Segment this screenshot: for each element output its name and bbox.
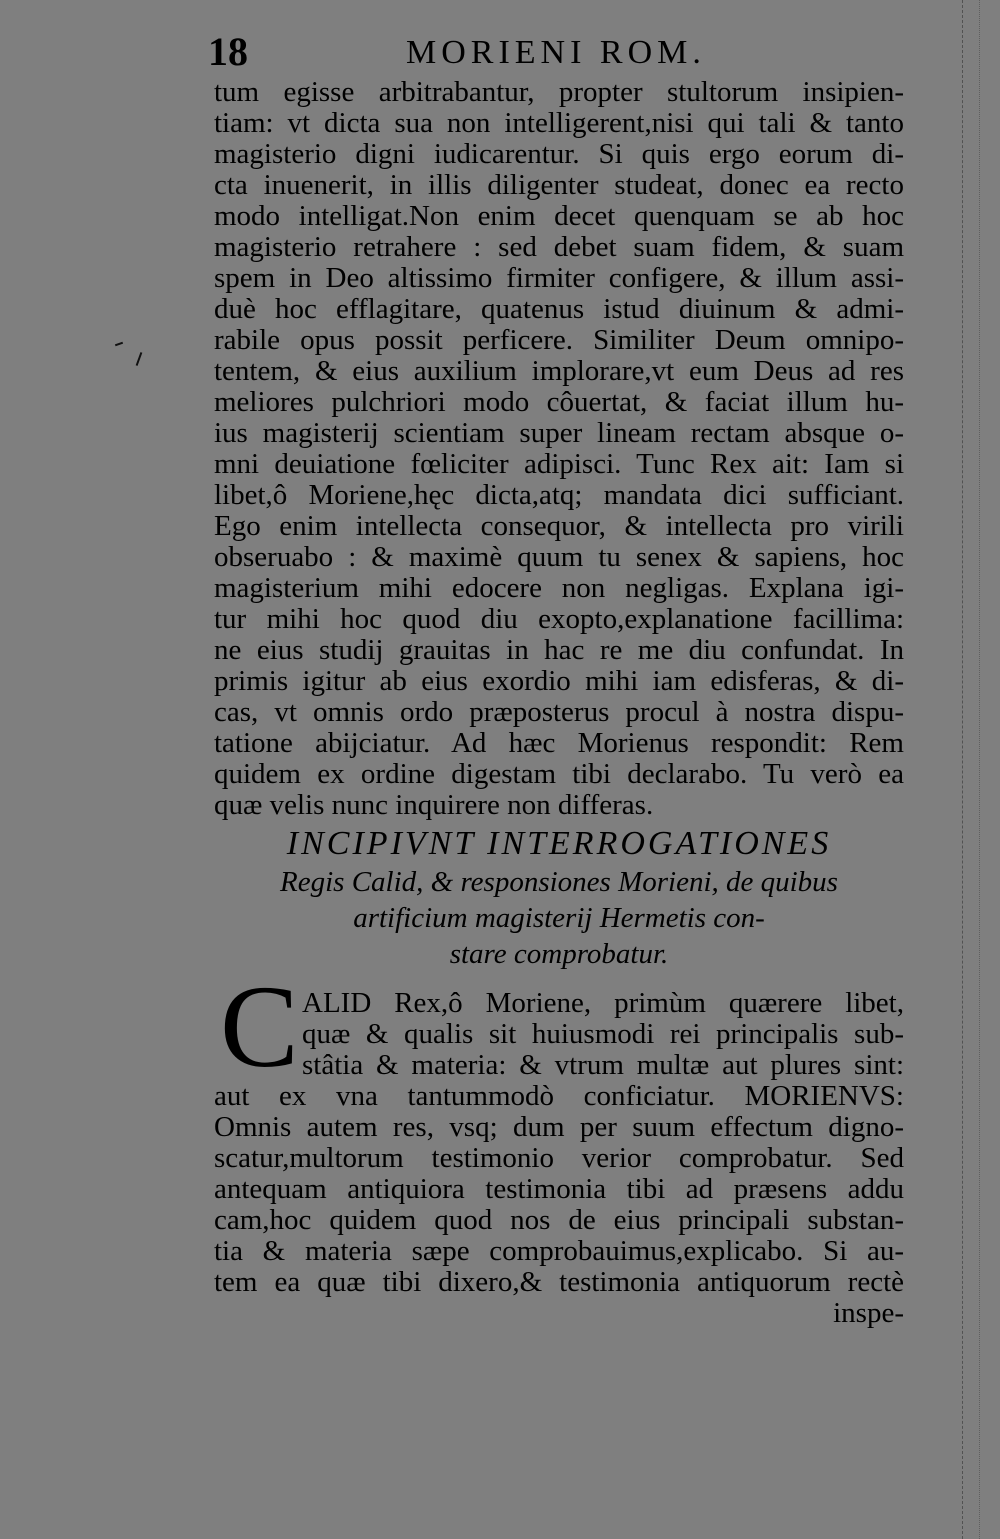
section-heading-line: Regis Calid, & responsiones Morieni, de quibus bbox=[280, 866, 838, 898]
section-heading-line: stare comprobatur. bbox=[449, 938, 669, 970]
running-head: MORIENI ROM. bbox=[406, 34, 706, 71]
margin-ink-mark bbox=[136, 352, 143, 366]
text-line: obseruabo : & maximè quum tu senex & sapiens, hoc bbox=[214, 541, 904, 573]
text-line: Omnis autem res, vsq; dum per suum effectum digno- bbox=[214, 1111, 904, 1143]
section-heading-line: INCIPIVNT INTERROGATIONES bbox=[286, 825, 832, 862]
text-line: mni deuiatione fœliciter adipisci. Tunc Rex ait: Iam si bbox=[214, 448, 904, 480]
text-line: modo intelligat.Non enim decet quenquam se ab hoc bbox=[214, 200, 904, 232]
drop-cap: C bbox=[220, 961, 299, 1092]
text-line: cta inuenerit, in illis diligenter studeat, donec ea recto bbox=[214, 169, 904, 201]
page-header bbox=[208, 28, 888, 78]
margin-ink-mark bbox=[115, 342, 123, 347]
text-line: magisterio retrahere : sed debet suam fidem, & suam bbox=[214, 231, 904, 263]
text-line: quæ & qualis sit huiusmodi rei principalis sub- bbox=[302, 1018, 904, 1050]
text-line: meliores pulchriori modo côuertat, & faciat illum hu- bbox=[214, 386, 904, 418]
text-line: quidem ex ordine digestam tibi declarabo. Tu verò ea bbox=[214, 758, 904, 790]
section-heading-line: artificium magisterij Hermetis con- bbox=[353, 902, 765, 934]
text-line: aut ex vna tantummodò conficiatur. MORIENVS: bbox=[214, 1080, 904, 1112]
text-line: primis igitur ab eius exordio mihi iam edisferas, & di- bbox=[214, 665, 904, 697]
page-number: 18 bbox=[208, 29, 248, 74]
text-line: ius magisterij scientiam super lineam rectam absque o- bbox=[214, 417, 904, 449]
text-line: Ego enim intellecta consequor, & intellecta pro virili bbox=[214, 510, 904, 542]
text-line: spem in Deo altissimo firmiter configere, & illum assi- bbox=[214, 262, 904, 294]
text-line: tia & materia sæpe comprobauimus,explicabo. Si au- bbox=[214, 1235, 904, 1267]
text-line: tur mihi hoc quod diu exopto,explanatione facillima: bbox=[214, 603, 904, 635]
text-line: libet,ô Moriene,hęc dicta,atq; mandata dici sufficiant. bbox=[214, 479, 904, 511]
text-line: scatur,multorum testimonio verior comprobatur. Sed bbox=[214, 1142, 904, 1174]
text-line: tatione abijciatur. Ad hæc Morienus respondit: Rem bbox=[214, 727, 904, 759]
catchword: inspe- bbox=[833, 1297, 904, 1329]
page-gutter-edge bbox=[962, 0, 980, 1539]
text-line: ne eius studij grauitas in hac re me diu confundat. In bbox=[214, 634, 904, 666]
text-line: rabile opus possit perficere. Similiter Deum omnipo- bbox=[214, 324, 904, 356]
text-line: magisterium mihi edocere non negligas. Explana igi- bbox=[214, 572, 904, 604]
text-line: cas, vt omnis ordo præposterus procul à nostra dispu- bbox=[214, 696, 904, 728]
text-line: cam,hoc quidem quod nos de eius principali substan- bbox=[214, 1204, 904, 1236]
text-line: stâtia & materia: & vtrum multæ aut plures sint: bbox=[302, 1049, 904, 1081]
text-line: magisterio digni iudicarentur. Si quis ergo eorum di- bbox=[214, 138, 904, 170]
text-line: quæ velis nunc inquirere non differas. bbox=[214, 789, 654, 821]
text-line: tem ea quæ tibi dixero,& testimonia antiquorum rectè bbox=[214, 1266, 904, 1298]
text-line: tum egisse arbitrabantur, propter stultorum insipien- bbox=[214, 76, 904, 108]
text-line: tiam: vt dicta sua non intelligerent,nisi qui tali & tanto bbox=[214, 107, 904, 139]
text-line: duè hoc efflagitare, quatenus istud diuinum & admi- bbox=[214, 293, 904, 325]
text-line: ALID Rex,ô Moriene, primùm quærere libet, bbox=[302, 987, 904, 1019]
text-line: antequam antiquiora testimonia tibi ad præsens addu bbox=[214, 1173, 904, 1205]
text-line: tentem, & eius auxilium implorare,vt eum Deus ad res bbox=[214, 355, 904, 387]
